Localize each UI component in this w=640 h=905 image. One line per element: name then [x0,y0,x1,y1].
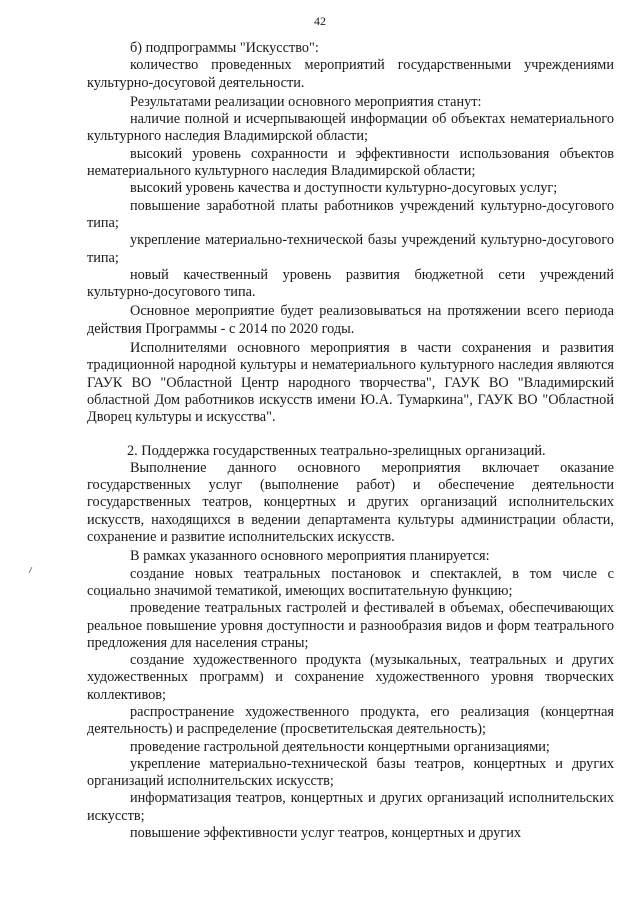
paragraph-result-item: укрепление материально-технической базы учреждений культурно-досугового типа; [87,232,614,266]
paragraph-result-item: высокий уровень качества и доступности культурно-досуговых услуг; [130,180,558,197]
paragraph-period: Основное мероприятие будет реализовываться на протяжении всего периода действия Программы - с 2014 по 2020 годы. [87,303,614,337]
paragraph-result-item: новый качественный уровень развития бюджетной сети учреждений культурно-досугового типа. [87,266,614,301]
paragraph-plan-item: информатизация театров, концертных и других организаций исполнительских искусств; [87,790,614,824]
paragraph-plan-item: укрепление материально-технической базы театров, концертных и других организаций исполнительских искусств; [87,755,614,790]
paragraph-result-item: наличие полной и исчерпывающей информации об объектах нематериального культурного наследия Владимирской области; [87,111,614,145]
paragraph-plan-item-truncated: повышение эффективности услуг театров, концертных и других [130,825,522,842]
paragraph-plan-item: проведение театральных гастролей и фестивалей в объемах, обеспечивающих реальное повышение уровня доступности и разнообразия видов и форм театрального предложения для населения страны; [87,600,614,651]
paragraph-executors: Исполнителями основного мероприятия в части сохранения и развития традиционной народной культуры и нематериального культурного наследия являются ГАУК ВО "Областной Центр народного творчества", ГАУК ВО "Владимирский областной Дом работников искусств имени Ю.А. Тумаркина", ГАУК ВО "Областной Дворец культуры и искусства". [87,340,614,426]
paragraph-result-item: высокий уровень сохранности и эффективности использования объектов нематериального культурного наследия Владимирской области; [87,145,614,180]
paragraph-plan-item: создание художественного продукта (музыкальных, театральных и других художественных программ) и сохранение художественного уровня творческих коллективов; [87,652,614,703]
paragraph-plan-item: проведение гастрольной деятельности концертными организациями; [130,738,550,755]
paragraph-indicator: количество проведенных мероприятий государственными учреждениями культурно-досуговой деятельности. [87,57,614,91]
paragraph-results-intro: Результатами реализации основного мероприятия станут: [130,93,482,110]
paragraph-plan-item: распространение художественного продукта, его реализация (концертная деятельность) и распределение (просветительская деятельность); [87,703,614,738]
page-number: 42 [314,14,326,28]
body-text [87,40,614,842]
paragraph-subprogram-label: б) подпрограммы "Искусство": [130,40,319,56]
scan-mark [28,567,33,573]
paragraph-description: Выполнение данного основного мероприятия включает оказание государственных услуг (выполнение работ) и обеспечение деятельности государственных театров, концертных и других организаций исполнительских искусств, находящихся в ведении департамента культуры администрации области, сохранение и развитие исполнительских искусств. [87,459,614,546]
section-heading: 2. Поддержка государственных театрально-зрелищных организаций. [127,442,546,459]
paragraph-result-item: повышение заработной платы работников учреждений культурно-досугового типа; [87,197,614,231]
paragraph-plan-item: создание новых театральных постановок и спектаклей, в том числе с социально значимой тематикой, имеющих воспитательную функцию; [87,565,614,599]
paragraph-plan-intro: В рамках указанного основного мероприятия планируется: [130,548,490,565]
